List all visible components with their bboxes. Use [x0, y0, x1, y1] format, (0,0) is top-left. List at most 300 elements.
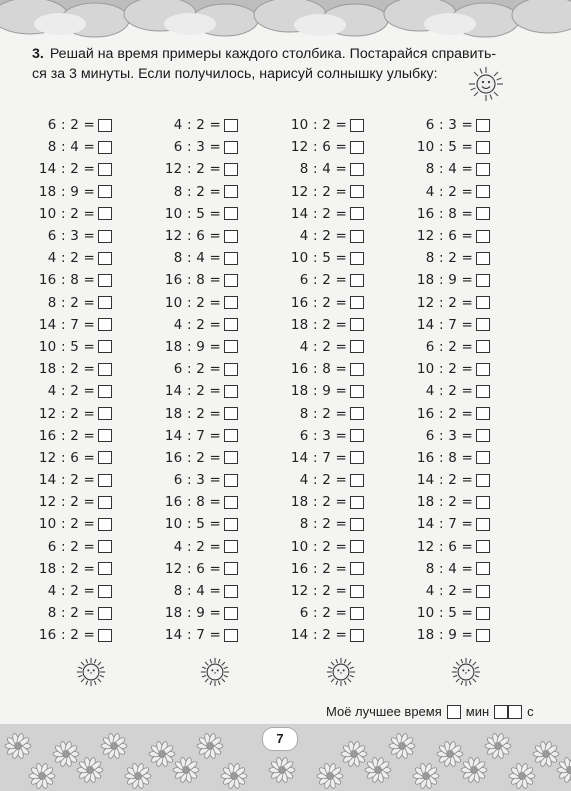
example-row [404, 491, 490, 513]
answer-box[interactable] [350, 363, 364, 376]
example-expression: 16 : 8 = [416, 449, 473, 466]
answer-box[interactable] [350, 429, 364, 442]
example-row [278, 181, 364, 203]
example-row [278, 292, 364, 314]
answer-box[interactable] [98, 407, 112, 420]
answer-box[interactable] [224, 230, 238, 243]
minutes-label: мин [465, 704, 490, 719]
example-expression: 10 : 5 = [164, 516, 221, 533]
answer-box[interactable] [224, 518, 238, 531]
column-sun-icon[interactable] [451, 657, 481, 687]
example-expression: 16 : 2 = [38, 427, 95, 444]
example-expression: 4 : 2 = [173, 316, 221, 333]
example-row [404, 447, 490, 469]
answer-box[interactable] [224, 451, 238, 464]
answer-box[interactable] [350, 230, 364, 243]
example-row [26, 447, 112, 469]
example-expression: 6 : 2 = [299, 605, 347, 622]
example-row [26, 158, 112, 180]
example-row [278, 580, 364, 602]
example-expression: 6 : 2 = [299, 272, 347, 289]
example-row [26, 203, 112, 225]
answer-box[interactable] [476, 230, 490, 243]
example-expression: 8 : 2 = [47, 294, 95, 311]
example-expression: 6 : 3 = [299, 427, 347, 444]
answer-box[interactable] [98, 562, 112, 575]
example-expression: 16 : 8 = [416, 205, 473, 222]
example-expression: 6 : 3 = [173, 139, 221, 156]
example-expression: 10 : 2 = [416, 361, 473, 378]
answer-box[interactable] [476, 451, 490, 464]
example-expression: 10 : 5 = [164, 205, 221, 222]
example-row [404, 136, 490, 158]
example-expression: 16 : 8 = [38, 272, 95, 289]
example-expression: 10 : 5 = [416, 139, 473, 156]
example-row [404, 336, 490, 358]
example-row [404, 558, 490, 580]
example-row [278, 491, 364, 513]
answer-box[interactable] [98, 185, 112, 198]
answer-box[interactable] [98, 296, 112, 309]
answer-box[interactable] [98, 629, 112, 642]
answer-box[interactable] [476, 252, 490, 265]
example-row [152, 469, 238, 491]
example-row [404, 247, 490, 269]
example-expression: 14 : 7 = [416, 316, 473, 333]
answer-box[interactable] [224, 496, 238, 509]
example-row [26, 114, 112, 136]
example-expression: 8 : 2 = [299, 516, 347, 533]
answer-box[interactable] [98, 274, 112, 287]
example-row [278, 536, 364, 558]
example-row [26, 469, 112, 491]
examples-column-4 [404, 114, 490, 647]
column-sun-icon[interactable] [326, 657, 356, 687]
example-expression: 6 : 2 = [425, 338, 473, 355]
example-expression: 8 : 2 = [173, 183, 221, 200]
example-row [152, 247, 238, 269]
examples-column-3 [278, 114, 364, 647]
example-row [404, 181, 490, 203]
example-row [26, 336, 112, 358]
example-expression: 6 : 3 = [173, 472, 221, 489]
sun-icon [468, 66, 504, 102]
example-expression: 4 : 2 = [47, 250, 95, 267]
example-row [26, 402, 112, 424]
answer-box[interactable] [224, 385, 238, 398]
answer-box[interactable] [476, 496, 490, 509]
answer-box[interactable] [476, 185, 490, 198]
example-row [26, 247, 112, 269]
example-row [152, 136, 238, 158]
answer-box[interactable] [98, 518, 112, 531]
example-row [152, 314, 238, 336]
answer-box[interactable] [476, 318, 490, 331]
example-row [152, 380, 238, 402]
example-expression: 14 : 2 = [38, 472, 95, 489]
example-row [152, 602, 238, 624]
example-row [404, 158, 490, 180]
answer-box[interactable] [350, 540, 364, 553]
answer-box[interactable] [98, 141, 112, 154]
example-expression: 8 : 2 = [47, 605, 95, 622]
example-expression: 12 : 2 = [416, 294, 473, 311]
example-row [26, 380, 112, 402]
example-expression: 18 : 2 = [290, 494, 347, 511]
example-expression: 18 : 9 = [164, 605, 221, 622]
example-expression: 14 : 2 = [38, 161, 95, 178]
example-row [152, 513, 238, 535]
answer-box[interactable] [224, 119, 238, 132]
answer-box[interactable] [224, 318, 238, 331]
clouds-decoration [0, 0, 571, 42]
example-row [404, 602, 490, 624]
answer-box[interactable] [476, 207, 490, 220]
example-expression: 14 : 7 = [290, 449, 347, 466]
answer-box[interactable] [476, 518, 490, 531]
task-text-line-1: Решай на время примеры каждого столбика. Постарайся справить- [49, 46, 497, 62]
example-row [404, 536, 490, 558]
example-expression: 10 : 2 = [38, 516, 95, 533]
example-row [26, 292, 112, 314]
answer-box[interactable] [98, 474, 112, 487]
example-expression: 12 : 2 = [164, 161, 221, 178]
example-row [26, 580, 112, 602]
example-expression: 14 : 2 = [290, 205, 347, 222]
example-expression: 6 : 3 = [47, 228, 95, 245]
example-expression: 12 : 6 = [164, 560, 221, 577]
example-expression: 6 : 2 = [47, 538, 95, 555]
example-row [278, 602, 364, 624]
example-row [152, 580, 238, 602]
example-expression: 4 : 2 = [425, 383, 473, 400]
example-row [404, 314, 490, 336]
example-row [152, 114, 238, 136]
answer-box[interactable] [476, 119, 490, 132]
example-expression: 10 : 2 = [290, 117, 347, 134]
answer-box[interactable] [350, 296, 364, 309]
answer-box[interactable] [476, 141, 490, 154]
answer-box[interactable] [98, 496, 112, 509]
example-expression: 14 : 2 = [164, 383, 221, 400]
example-row [26, 314, 112, 336]
example-expression: 12 : 6 = [416, 538, 473, 555]
answer-box[interactable] [224, 252, 238, 265]
answer-box[interactable] [476, 540, 490, 553]
minutes-box[interactable] [447, 705, 461, 719]
example-row [278, 469, 364, 491]
example-row [152, 624, 238, 646]
example-expression: 18 : 2 = [290, 316, 347, 333]
example-expression: 12 : 6 = [416, 228, 473, 245]
answer-box[interactable] [350, 385, 364, 398]
example-expression: 4 : 2 = [299, 228, 347, 245]
answer-box[interactable] [476, 363, 490, 376]
answer-box[interactable] [224, 141, 238, 154]
example-row [278, 336, 364, 358]
example-row [404, 114, 490, 136]
example-expression: 6 : 2 = [173, 361, 221, 378]
example-row [26, 491, 112, 513]
answer-box[interactable] [350, 407, 364, 420]
answer-box[interactable] [98, 585, 112, 598]
answer-box[interactable] [350, 163, 364, 176]
example-expression: 10 : 2 = [290, 538, 347, 555]
example-row [26, 225, 112, 247]
example-row [152, 158, 238, 180]
answer-box[interactable] [224, 562, 238, 575]
example-row [404, 580, 490, 602]
answer-box[interactable] [476, 607, 490, 620]
answer-box[interactable] [98, 119, 112, 132]
example-expression: 4 : 2 = [173, 117, 221, 134]
best-time-label: Моё лучшее время [326, 704, 442, 719]
answer-box[interactable] [476, 296, 490, 309]
example-row [278, 269, 364, 291]
answer-box[interactable] [476, 474, 490, 487]
example-expression: 12 : 2 = [290, 583, 347, 600]
example-expression: 18 : 9 = [290, 383, 347, 400]
example-expression: 14 : 2 = [416, 472, 473, 489]
example-expression: 14 : 7 = [416, 516, 473, 533]
example-expression: 4 : 2 = [425, 583, 473, 600]
example-expression: 12 : 6 = [290, 139, 347, 156]
example-row [404, 269, 490, 291]
example-row [278, 136, 364, 158]
answer-box[interactable] [224, 163, 238, 176]
example-row [152, 203, 238, 225]
answer-box[interactable] [98, 207, 112, 220]
answer-box[interactable] [224, 474, 238, 487]
example-row [404, 425, 490, 447]
example-expression: 12 : 2 = [290, 183, 347, 200]
example-row [404, 624, 490, 646]
example-row [404, 225, 490, 247]
best-time-line [326, 704, 534, 719]
answer-box[interactable] [476, 562, 490, 575]
answer-box[interactable] [350, 252, 364, 265]
example-row [152, 447, 238, 469]
answer-box[interactable] [350, 607, 364, 620]
example-row [404, 292, 490, 314]
example-row [26, 269, 112, 291]
example-expression: 12 : 2 = [38, 405, 95, 422]
column-sun-icon[interactable] [76, 657, 106, 687]
answer-box[interactable] [350, 629, 364, 642]
answer-box[interactable] [350, 562, 364, 575]
example-row [278, 114, 364, 136]
answer-box[interactable] [350, 585, 364, 598]
example-expression: 8 : 4 = [173, 250, 221, 267]
answer-box[interactable] [98, 252, 112, 265]
example-row [26, 358, 112, 380]
example-expression: 18 : 9 = [38, 183, 95, 200]
example-row [278, 225, 364, 247]
example-row [278, 380, 364, 402]
answer-box[interactable] [98, 340, 112, 353]
answer-box[interactable] [350, 318, 364, 331]
example-row [278, 558, 364, 580]
example-expression: 16 : 2 = [290, 560, 347, 577]
example-expression: 14 : 7 = [38, 316, 95, 333]
example-row [26, 602, 112, 624]
answer-box[interactable] [98, 607, 112, 620]
example-expression: 18 : 2 = [164, 405, 221, 422]
example-row [152, 336, 238, 358]
seconds-box-tens[interactable] [494, 705, 508, 719]
example-expression: 6 : 3 = [425, 117, 473, 134]
example-row [26, 513, 112, 535]
example-expression: 4 : 2 = [47, 583, 95, 600]
example-row [278, 158, 364, 180]
answer-box[interactable] [98, 385, 112, 398]
example-expression: 14 : 2 = [290, 627, 347, 644]
example-expression: 8 : 2 = [425, 250, 473, 267]
example-expression: 16 : 8 = [290, 361, 347, 378]
example-row [26, 181, 112, 203]
answer-box[interactable] [98, 230, 112, 243]
answer-box[interactable] [224, 407, 238, 420]
answer-box[interactable] [98, 540, 112, 553]
example-expression: 8 : 4 = [425, 161, 473, 178]
example-expression: 12 : 6 = [38, 449, 95, 466]
example-row [404, 380, 490, 402]
example-row [152, 402, 238, 424]
examples-column-1 [26, 114, 112, 647]
answer-box[interactable] [350, 185, 364, 198]
seconds-box-units[interactable] [508, 705, 522, 719]
answer-box[interactable] [98, 163, 112, 176]
example-expression: 6 : 3 = [425, 427, 473, 444]
answer-box[interactable] [224, 629, 238, 642]
example-expression: 16 : 8 = [164, 494, 221, 511]
example-row [152, 558, 238, 580]
answer-box[interactable] [476, 629, 490, 642]
example-row [278, 203, 364, 225]
example-expression: 4 : 2 = [47, 383, 95, 400]
answer-box[interactable] [350, 496, 364, 509]
example-row [152, 358, 238, 380]
answer-box[interactable] [98, 451, 112, 464]
example-row [26, 558, 112, 580]
example-expression: 18 : 2 = [416, 494, 473, 511]
examples-column-2 [152, 114, 238, 647]
example-expression: 4 : 2 = [299, 338, 347, 355]
answer-box[interactable] [224, 585, 238, 598]
answer-box[interactable] [98, 318, 112, 331]
example-expression: 8 : 4 = [425, 560, 473, 577]
example-row [278, 447, 364, 469]
answer-box[interactable] [476, 340, 490, 353]
example-row [26, 136, 112, 158]
example-expression: 10 : 2 = [164, 294, 221, 311]
example-expression: 8 : 2 = [299, 405, 347, 422]
example-row [404, 402, 490, 424]
answer-box[interactable] [224, 429, 238, 442]
example-expression: 16 : 8 = [164, 272, 221, 289]
answer-box[interactable] [350, 340, 364, 353]
answer-box[interactable] [350, 119, 364, 132]
example-row [26, 536, 112, 558]
task-number: 3. [32, 46, 44, 62]
task-text-line-2: ся за 3 минуты. Если получилось, нарисуй солнышку улыбку: [32, 66, 438, 82]
answer-box[interactable] [224, 340, 238, 353]
example-row [404, 358, 490, 380]
answer-box[interactable] [98, 429, 112, 442]
example-expression: 4 : 2 = [173, 538, 221, 555]
example-expression: 6 : 2 = [47, 117, 95, 134]
example-row [278, 314, 364, 336]
example-expression: 18 : 9 = [416, 627, 473, 644]
answer-box[interactable] [224, 185, 238, 198]
seconds-label: с [527, 704, 534, 719]
answer-box[interactable] [224, 363, 238, 376]
answer-box[interactable] [224, 296, 238, 309]
example-row [152, 292, 238, 314]
answer-box[interactable] [350, 474, 364, 487]
answer-box[interactable] [476, 163, 490, 176]
example-row [152, 491, 238, 513]
example-row [278, 425, 364, 447]
answer-box[interactable] [350, 451, 364, 464]
answer-box[interactable] [224, 274, 238, 287]
example-expression: 18 : 2 = [38, 361, 95, 378]
example-expression: 16 : 2 = [164, 449, 221, 466]
example-row [152, 269, 238, 291]
example-expression: 18 : 9 = [416, 272, 473, 289]
example-row [152, 536, 238, 558]
answer-box[interactable] [224, 207, 238, 220]
example-row [26, 624, 112, 646]
example-expression: 16 : 2 = [38, 627, 95, 644]
answer-box[interactable] [476, 429, 490, 442]
example-expression: 10 : 5 = [38, 338, 95, 355]
answer-box[interactable] [476, 274, 490, 287]
answer-box[interactable] [350, 141, 364, 154]
example-expression: 16 : 2 = [290, 294, 347, 311]
example-expression: 14 : 7 = [164, 627, 221, 644]
example-row [404, 203, 490, 225]
example-expression: 4 : 2 = [425, 183, 473, 200]
example-expression: 10 : 5 = [416, 605, 473, 622]
example-expression: 18 : 9 = [164, 338, 221, 355]
answer-box[interactable] [476, 407, 490, 420]
answer-box[interactable] [476, 385, 490, 398]
answer-box[interactable] [98, 363, 112, 376]
answer-box[interactable] [350, 207, 364, 220]
example-expression: 8 : 4 = [47, 139, 95, 156]
answer-box[interactable] [476, 585, 490, 598]
task-instructions [32, 44, 532, 84]
example-expression: 8 : 4 = [299, 161, 347, 178]
example-row [152, 225, 238, 247]
answer-box[interactable] [350, 518, 364, 531]
example-row [404, 469, 490, 491]
column-sun-icon[interactable] [200, 657, 230, 687]
example-row [404, 513, 490, 535]
answer-box[interactable] [224, 607, 238, 620]
answer-box[interactable] [224, 540, 238, 553]
example-row [278, 624, 364, 646]
example-expression: 4 : 2 = [299, 472, 347, 489]
answer-box[interactable] [350, 274, 364, 287]
example-row [152, 425, 238, 447]
example-expression: 18 : 2 = [38, 560, 95, 577]
example-expression: 10 : 2 = [38, 205, 95, 222]
example-row [278, 247, 364, 269]
example-row [152, 181, 238, 203]
example-expression: 8 : 4 = [173, 583, 221, 600]
